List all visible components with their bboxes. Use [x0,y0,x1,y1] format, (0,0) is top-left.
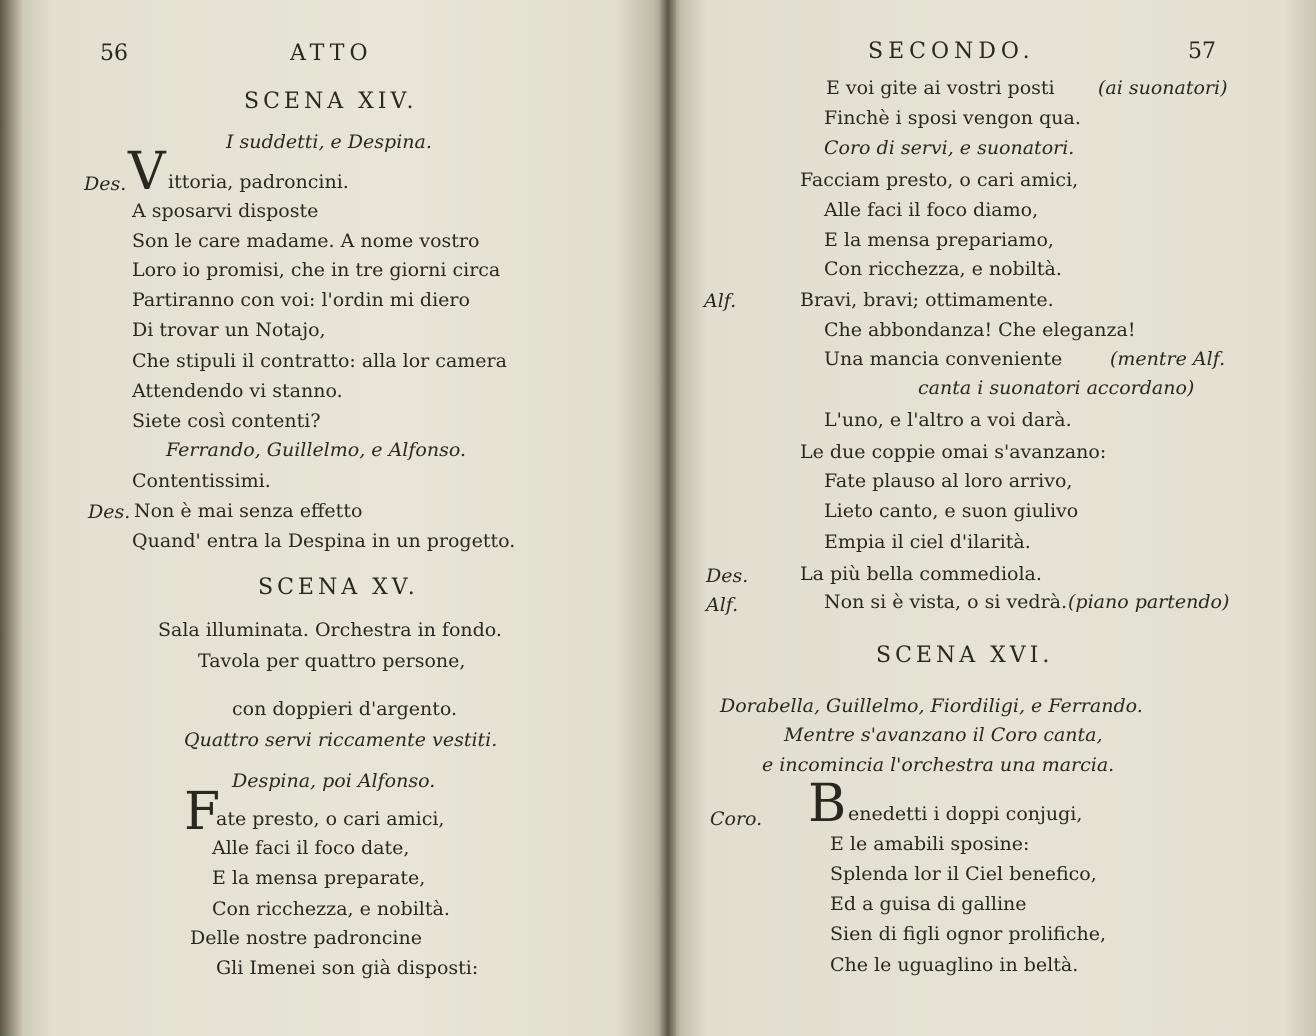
verse-line: Gli Imenei son già disposti: [216,957,479,979]
verse-line: L'uno, e l'altro a voi darà. [824,409,1072,431]
verse-line: Splenda lor il Ciel benefico, [830,863,1097,885]
verse-line: Con ricchezza, e nobiltà. [824,258,1062,280]
scene-xv-title: SCENA XV. [258,575,419,600]
stage-direction: con doppieri d'argento. [232,698,458,720]
verse-line: Fate plauso al loro arrivo, [824,470,1073,492]
verse-line: Partiranno con voi: l'ordin mi diero [132,289,470,311]
running-head-left: ATTO [290,41,373,66]
verse-line: A sposarvi disposte [132,200,319,222]
stage-direction: Quattro servi riccamente vestiti. [184,729,498,751]
verse-line: Son le care madame. A nome vostro [132,230,480,252]
verse-line: Alle faci il foco date, [212,837,410,859]
running-head-right: SECONDO. [868,39,1035,64]
scene-xv-cast: Despina, poi Alfonso. [232,770,436,792]
speaker-label: Coro. [710,808,763,830]
verse-line: ate presto, o cari amici, [216,808,445,830]
verse-line: Non si è vista, o si vedrà. [824,591,1068,613]
verse-line: Alle faci il foco diamo, [824,199,1039,221]
stage-direction: (piano partendo) [1068,591,1230,613]
verse-line: Contentissimi. [132,470,271,492]
drop-cap: F [184,782,221,842]
scene-xvi-title: SCENA XVI. [876,643,1054,668]
verse-line: ittoria, padroncini. [168,171,349,193]
verse-line: enedetti i doppi conjugi, [848,803,1083,825]
verse-line: Di trovar un Notajo, [132,319,326,341]
stage-direction: (ai suonatori) [1098,77,1228,99]
scene-xvi-cast: Dorabella, Guillelmo, Fiordiligi, e Ferrando. [720,695,1143,717]
verse-line: Non è mai senza effetto [134,500,363,522]
verse-line: Le due coppie omai s'avanzano: [800,441,1107,463]
verse-line: E le amabili sposine: [830,833,1030,855]
page-number-left: 56 [100,41,128,66]
speaker-label: Alf. [704,290,737,312]
verse-line: Lieto canto, e suon giulivo [824,500,1079,522]
drop-cap: V [128,142,166,202]
stage-direction: canta i suonatori accordano) [918,377,1195,399]
verse-line: Facciam presto, o cari amici, [800,169,1079,191]
stage-direction: (mentre Alf. [1110,348,1226,370]
verse-line: Attendendo vi stanno. [132,380,343,402]
speaker-label: Des. [706,565,749,587]
right-page [668,0,1316,1036]
stage-direction: e incomincia l'orchestra una marcia. [762,754,1115,776]
verse-line: Che stipuli il contratto: alla lor camera [132,350,507,372]
drop-cap: B [808,774,847,834]
chorus-heading: Coro di servi, e suonatori. [824,137,1075,159]
verse-line: E la mensa preparate, [212,867,426,889]
verse-line: La più bella commediola. [800,563,1042,585]
speaker-label: Des. [88,501,131,523]
scene-xiv-cast: I suddetti, e Despina. [226,131,432,153]
speaker-label: Des. [84,173,127,195]
page-number-right: 57 [1188,39,1216,64]
verse-line: Sien di figli ognor prolifiche, [830,923,1106,945]
book-gutter [660,0,676,1036]
verse-line: Finchè i sposi vengon qua. [824,107,1081,129]
verse-line: Empia il ciel d'ilarità. [824,531,1031,553]
speakers-direction: Ferrando, Guillelmo, e Alfonso. [166,439,466,461]
speaker-label: Alf. [706,594,739,616]
scene-xiv-title: SCENA XIV. [244,89,418,114]
verse-line: Bravi, bravi; ottimamente. [800,289,1054,311]
verse-line: Con ricchezza, e nobiltà. [212,898,450,920]
verse-line: Che le uguaglino in beltà. [830,954,1079,976]
stage-direction: Tavola per quattro persone, [198,650,466,672]
verse-line: E voi gite ai vostri posti [826,77,1055,99]
stage-direction: Mentre s'avanzano il Coro canta, [784,724,1103,746]
verse-line: Quand' entra la Despina in un progetto. [132,530,516,552]
stage-direction: Sala illuminata. Orchestra in fondo. [158,619,502,641]
verse-line: Ed a guisa di galline [830,893,1027,915]
verse-line: Delle nostre padroncine [190,927,422,949]
verse-line: Siete così contenti? [132,410,321,432]
verse-line: E la mensa prepariamo, [824,229,1054,251]
verse-line: Una mancia conveniente [824,348,1063,370]
verse-line: Loro io promisi, che in tre giorni circa [132,259,501,281]
verse-line: Che abbondanza! Che eleganza! [824,319,1136,341]
